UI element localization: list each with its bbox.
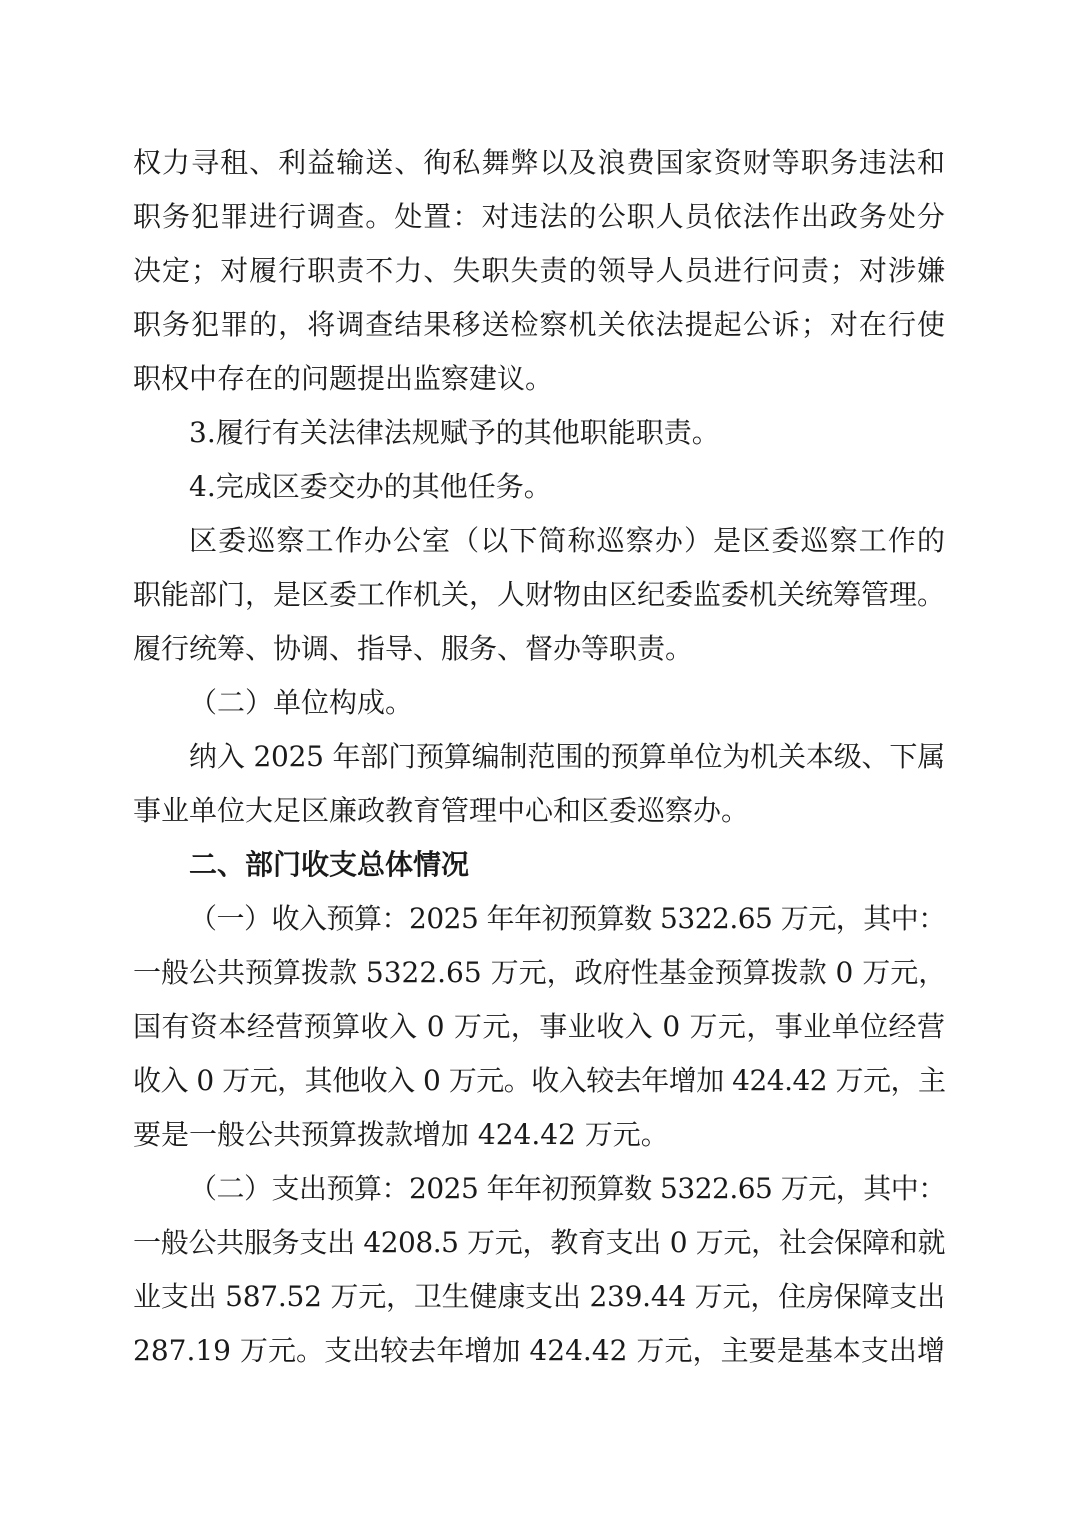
paragraph-line: 要是一般公共预算拨款增加 424.42 万元。 bbox=[133, 1118, 669, 1151]
subsection-heading: （二）单位构成。 bbox=[189, 686, 414, 719]
paragraph-line: 国有资本经营预算收入 0 万元，事业收入 0 万元，事业单位经营 bbox=[133, 1010, 945, 1043]
paragraph-line: 职权中存在的问题提出监察建议。 bbox=[133, 362, 554, 395]
list-item-4: 4.完成区委交办的其他任务。 bbox=[189, 470, 552, 503]
paragraph-line: 一般公共预算拨款 5322.65 万元，政府性基金预算拨款 0 万元， bbox=[133, 956, 947, 989]
paragraph-line: 事业单位大足区廉政教育管理中心和区委巡察办。 bbox=[133, 794, 750, 827]
paragraph-line: 决定；对履行职责不力、失职失责的领导人员进行问责；对涉嫌 bbox=[133, 254, 945, 287]
paragraph-line: 业支出 587.52 万元，卫生健康支出 239.44 万元，住房保障支出 bbox=[133, 1280, 945, 1313]
paragraph-line: 职能部门，是区委工作机关，人财物由区纪委监委机关统筹管理。 bbox=[133, 578, 946, 611]
paragraph-line: （二）支出预算：2025 年年初预算数 5322.65 万元，其中： bbox=[189, 1172, 946, 1205]
list-item-3: 3.履行有关法律法规赋予的其他职能职责。 bbox=[189, 416, 720, 449]
paragraph-line: 履行统筹、协调、指导、服务、督办等职责。 bbox=[133, 632, 694, 665]
section-heading: 二、部门收支总体情况 bbox=[189, 848, 470, 881]
paragraph-line: 287.19 万元。支出较去年增加 424.42 万元，主要是基本支出增 bbox=[133, 1334, 945, 1367]
paragraph-line: 纳入 2025 年部门预算编制范围的预算单位为机关本级、下属 bbox=[189, 740, 945, 773]
paragraph-line: 收入 0 万元，其他收入 0 万元。收入较去年增加 424.42 万元，主 bbox=[133, 1064, 946, 1097]
paragraph-line: 一般公共服务支出 4208.5 万元，教育支出 0 万元，社会保障和就 bbox=[133, 1226, 945, 1259]
paragraph-line: 职务犯罪进行调查。处置：对违法的公职人员依法作出政务处分 bbox=[133, 200, 945, 233]
paragraph-line: 职务犯罪的，将调查结果移送检察机关依法提起公诉；对在行使 bbox=[133, 308, 945, 341]
paragraph-line: 权力寻租、利益输送、徇私舞弊以及浪费国家资财等职务违法和 bbox=[133, 146, 945, 179]
paragraph-line: （一）收入预算：2025 年年初预算数 5322.65 万元，其中： bbox=[189, 902, 946, 935]
paragraph-line: 区委巡察工作办公室（以下简称巡察办）是区委巡察工作的 bbox=[189, 524, 945, 557]
